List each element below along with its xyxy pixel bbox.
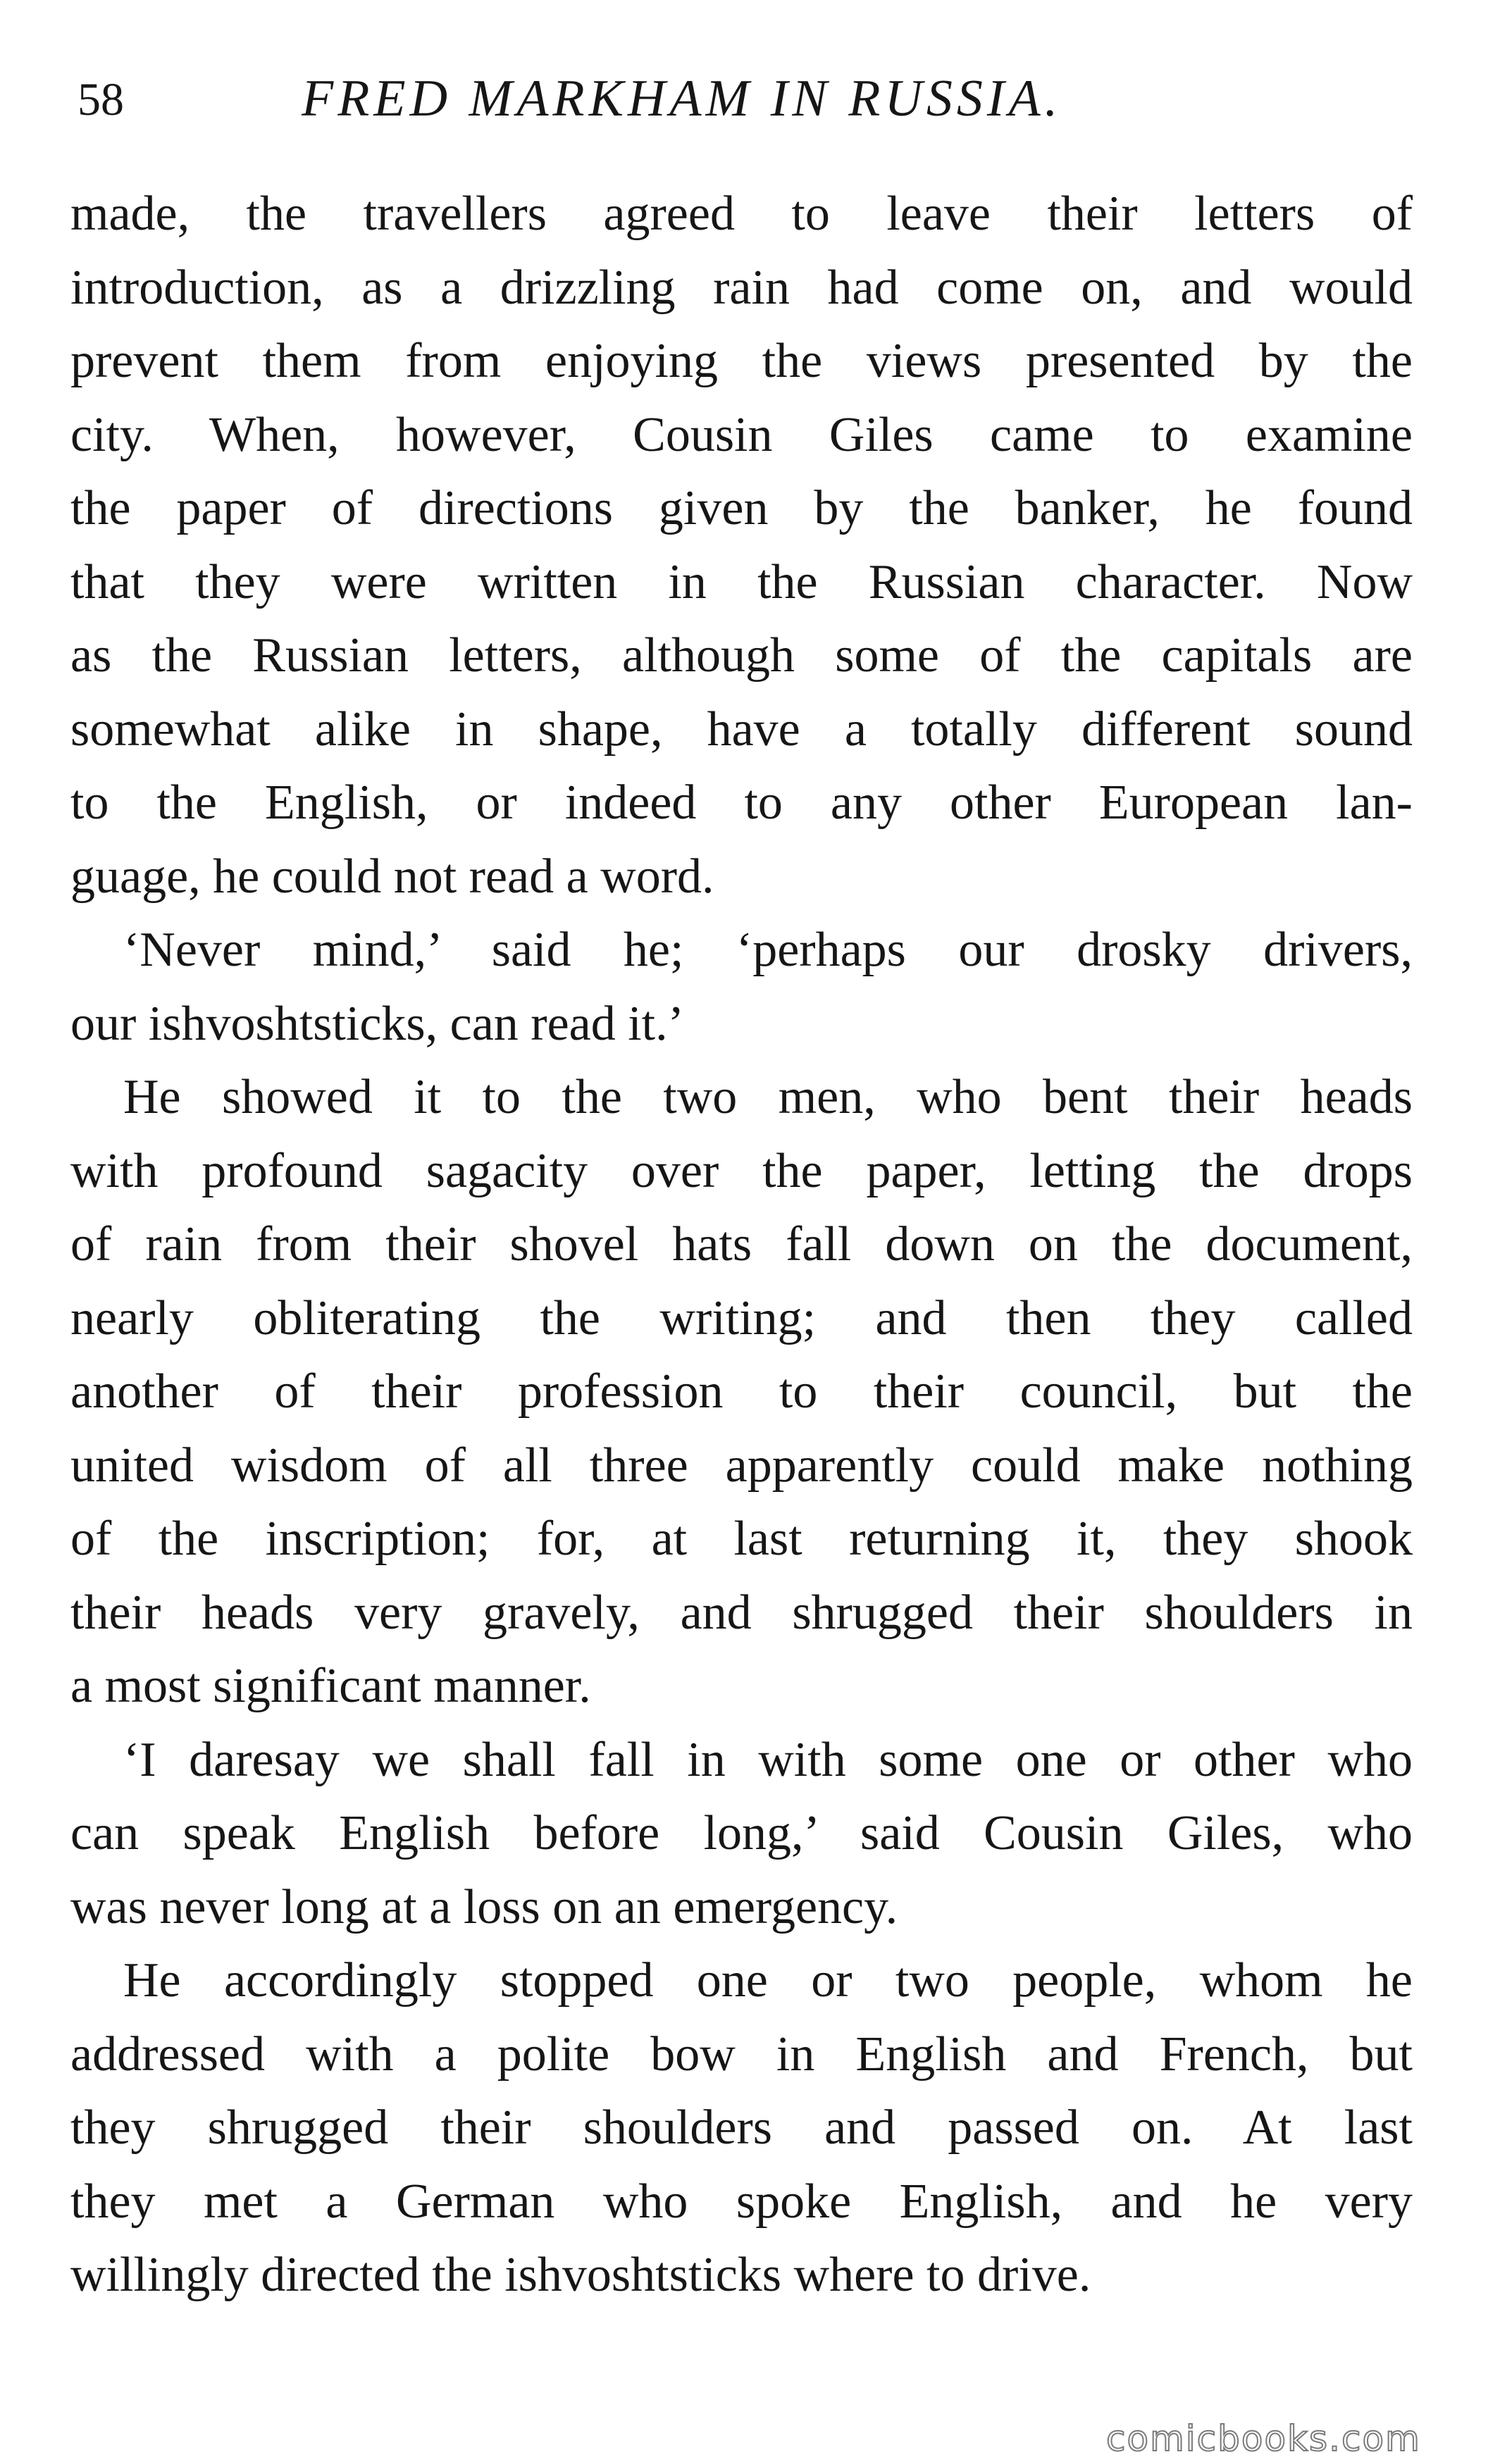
text-line: guage, he could not read a word.: [70, 849, 714, 904]
text-line: willingly directed the ishvoshtsticks where to drive.: [70, 2248, 1091, 2302]
text-line: a most significant manner.: [70, 1659, 591, 1713]
text-line: ‘I daresay we shall fall in with some one or other who: [123, 1732, 1413, 1787]
text-line: with profound sagacity over the paper, letting the drops: [70, 1143, 1413, 1198]
text-line: city. When, however, Cousin Giles came to examine: [70, 407, 1413, 462]
text-line: can speak English before long,’ said Cousin Giles, who: [70, 1806, 1413, 1860]
page-header: [78, 62, 1402, 139]
text-line: as the Russian letters, although some of the capitals are: [70, 628, 1413, 683]
text-line: ‘Never mind,’ said he; ‘perhaps our drosky drivers,: [123, 923, 1413, 977]
text-line: was never long at a loss on an emergency.: [70, 1879, 898, 1934]
text-line: to the English, or indeed to any other European lan-: [70, 776, 1413, 830]
text-line: made, the travellers agreed to leave their letters of: [70, 187, 1413, 241]
text-line: they met a German who spoke English, and he very: [70, 2174, 1413, 2229]
text-line: our ishvoshtsticks, can read it.’: [70, 996, 684, 1051]
body-text: [70, 178, 1413, 2313]
text-line: prevent them from enjoying the views presented by the: [70, 334, 1413, 388]
watermark: comicbooks.com: [1106, 2418, 1421, 2459]
page-number: 58: [78, 74, 124, 125]
text-line: He accordingly stopped one or two people, whom he: [123, 1953, 1413, 2008]
text-line: another of their profession to their council, but the: [70, 1364, 1413, 1419]
text-line: that they were written in the Russian character. Now: [70, 554, 1413, 609]
text-line: united wisdom of all three apparently could make nothing: [70, 1438, 1413, 1493]
text-line: they shrugged their shoulders and passed on. At last: [70, 2101, 1413, 2155]
text-line: nearly obliterating the writing; and then they called: [70, 1290, 1413, 1345]
running-title: FRED MARKHAM IN RUSSIA.: [302, 70, 1062, 127]
text-line: somewhat alike in shape, have a totally different sound: [70, 702, 1413, 757]
text-line: their heads very gravely, and shrugged their shoulders in: [70, 1585, 1413, 1640]
text-line: of the inscription; for, at last returning it, they shook: [70, 1512, 1413, 1566]
text-line: addressed with a polite bow in English and French, but: [70, 2027, 1413, 2082]
text-line: He showed it to the two men, who bent their heads: [123, 1070, 1413, 1124]
text-line: of rain from their shovel hats fall down on the document,: [70, 1217, 1413, 1271]
text-line: introduction, as a drizzling rain had come on, and would: [70, 260, 1413, 315]
text-line: the paper of directions given by the banker, he found: [70, 481, 1413, 535]
